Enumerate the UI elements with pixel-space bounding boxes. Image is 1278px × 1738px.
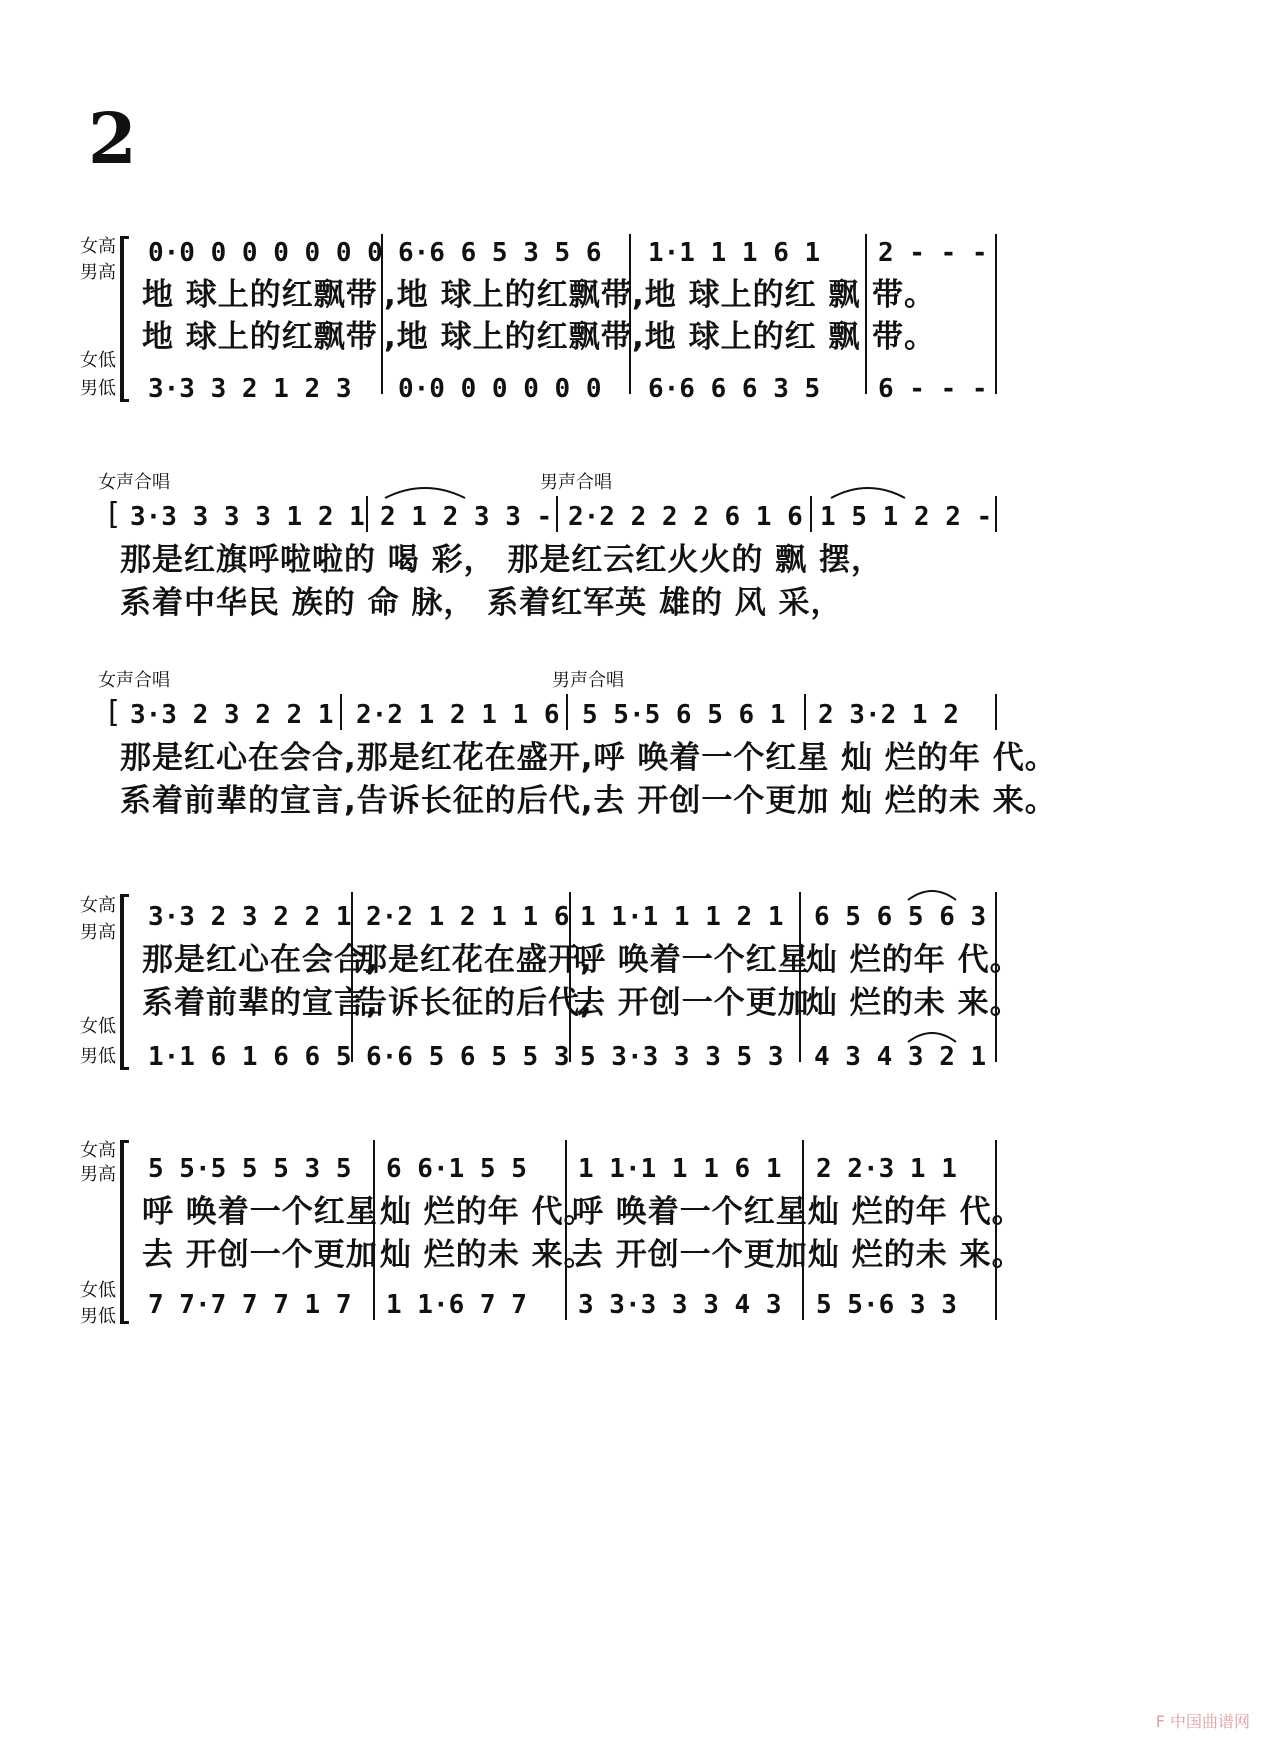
male-chorus-label: 男声合唱	[540, 472, 612, 493]
label-male-low: 男低	[80, 1306, 116, 1327]
lyric-line-2: 灿 烂的未 来。	[808, 1237, 1024, 1273]
melody-measure: 3·3 3 3 3 1 2 1	[130, 502, 365, 532]
system-bracket	[120, 236, 129, 402]
lower-measure: 5 3·3 3 3 5 3	[580, 1042, 784, 1072]
barline	[995, 694, 997, 730]
melody-measure: 2 1 2 3 3 -	[380, 502, 553, 532]
lyric-line-1: 那是红心在会合,	[142, 942, 379, 978]
upper-measure: 5 5·5 5 5 3 5	[148, 1154, 352, 1184]
melody-measure: 1 5 1 2 2 -	[820, 502, 993, 532]
melody-measure: 2·2 2 2 2 6 1 6	[568, 502, 803, 532]
upper-measure: 3·3 2 3 2 2 1	[148, 902, 352, 932]
lyric-line-2: 灿 烂的未 来。	[380, 1237, 596, 1273]
lower-measure: 6·6 6 6 3 5	[648, 374, 821, 404]
label-male-high: 男高	[80, 262, 116, 283]
lyric-line-2: 系着前辈的宣言,告诉长征的后代,去 开创一个更加 灿 烂的未 来。	[120, 783, 1057, 819]
barline	[995, 1140, 997, 1320]
page-number: 2	[88, 97, 137, 180]
label-female-high: 女高	[80, 1140, 116, 1161]
male-chorus-label: 男声合唱	[552, 670, 624, 691]
upper-measure: 6 5 6 5 6 3	[814, 902, 987, 932]
lyric-line-2: 去 开创一个更加	[572, 1237, 808, 1273]
label-male-high: 男高	[80, 1164, 116, 1185]
label-female-low: 女低	[80, 1280, 116, 1301]
melody-measure: 3·3 2 3 2 2 1	[130, 700, 334, 730]
lower-measure: 3 3·3 3 3 4 3	[578, 1290, 782, 1320]
watermark: F 中国曲谱网	[1155, 1712, 1250, 1731]
lower-measure: 7 7·7 7 7 1 7	[148, 1290, 352, 1320]
lyric-line-1: 灿 烂的年 代。	[808, 1194, 1024, 1230]
label-male-high: 男高	[80, 922, 116, 943]
upper-measure: 2 - - -	[878, 238, 988, 268]
lyric-line-1: 带。	[872, 277, 936, 313]
lyric-line-1: 地 球上的红飘带	[142, 277, 378, 313]
lyric-line-1: 那是红心在会合,那是红花在盛开,呼 唤着一个红星 灿 烂的年 代。	[120, 740, 1057, 776]
staff-bracket: [	[108, 497, 120, 532]
lyric-line-1: 呼 唤着一个红星	[572, 1194, 808, 1230]
lyric-line-2: 去 开创一个更加	[142, 1237, 378, 1273]
lyric-line-2: 告诉长征的后代,	[356, 985, 593, 1021]
label-female-high: 女高	[80, 236, 116, 257]
barline	[629, 234, 631, 394]
barline	[565, 1140, 567, 1320]
lower-measure: 4 3 4 3 2 1	[814, 1042, 987, 1072]
lower-measure: 1 1·6 7 7	[386, 1290, 527, 1320]
lyric-line-1: ,地 球上的红飘带	[384, 277, 633, 313]
lyric-line-1: 呼 唤着一个红星	[574, 942, 810, 978]
female-chorus-label: 女声合唱	[98, 670, 170, 691]
lower-measure: 3·3 3 2 1 2 3	[148, 374, 352, 404]
barline	[995, 496, 997, 532]
upper-measure: 1·1 1 1 6 1	[648, 238, 821, 268]
lower-measure: 0·0 0 0 0 0 0	[398, 374, 602, 404]
melody-measure: 5 5·5 6 5 6 1	[582, 700, 786, 730]
female-chorus-label: 女声合唱	[98, 472, 170, 493]
lyric-line-2: 带。	[872, 319, 936, 355]
lower-measure: 5 5·6 3 3	[816, 1290, 957, 1320]
lyric-line-2: 去 开创一个更加	[574, 985, 810, 1021]
barline	[810, 496, 812, 532]
slur	[380, 480, 470, 502]
lyric-line-2: 系着前辈的宣言,	[142, 985, 379, 1021]
upper-measure: 6 6·1 5 5	[386, 1154, 527, 1184]
lyric-line-1: 呼 唤着一个红星	[142, 1194, 378, 1230]
upper-measure: 1 1·1 1 1 6 1	[578, 1154, 782, 1184]
label-female-high: 女高	[80, 895, 116, 916]
lyric-line-1: ,地 球上的红 飘	[632, 277, 861, 313]
melody-measure: 2 3·2 1 2	[818, 700, 959, 730]
system-bracket	[120, 1140, 129, 1324]
barline	[802, 1140, 804, 1320]
barline	[556, 496, 558, 532]
upper-measure: 2 2·3 1 1	[816, 1154, 957, 1184]
barline	[373, 1140, 375, 1320]
barline	[995, 234, 997, 394]
slur	[904, 884, 960, 904]
lyric-line-2: ,地 球上的红 飘	[632, 319, 861, 355]
lyric-line-2: ,地 球上的红飘带	[384, 319, 633, 355]
lyric-line-1: 那是红花在盛开,	[356, 942, 593, 978]
lyric-line-2: 灿 烂的未 来。	[806, 985, 1022, 1021]
lower-measure: 1·1 6 1 6 6 5	[148, 1042, 352, 1072]
lyric-line-1: 那是红旗呼啦啦的 喝 彩， 那是红云红火火的 飘 摆，	[120, 542, 883, 578]
upper-measure: 6·6 6 5 3 5 6	[398, 238, 602, 268]
lyric-line-1: 灿 烂的年 代。	[806, 942, 1022, 978]
system-bracket	[120, 894, 129, 1070]
upper-measure: 2·2 1 2 1 1 6	[366, 902, 570, 932]
slur	[826, 480, 910, 502]
label-male-low: 男低	[80, 1046, 116, 1067]
barline	[804, 694, 806, 730]
upper-measure: 0·0 0 0 0 0 0 0	[148, 238, 383, 268]
barline	[865, 234, 867, 394]
lyric-line-1: 灿 烂的年 代。	[380, 1194, 596, 1230]
barline	[366, 496, 368, 532]
staff-bracket: [	[108, 695, 120, 730]
lyric-line-2: 地 球上的红飘带	[142, 319, 378, 355]
label-female-low: 女低	[80, 1016, 116, 1037]
lower-measure: 6·6 5 6 5 5 3	[366, 1042, 570, 1072]
barline	[566, 694, 568, 730]
barline	[340, 694, 342, 730]
lower-measure: 6 - - -	[878, 374, 988, 404]
lyric-line-2: 系着中华民 族的 命 脉， 系着红军英 雄的 风 采，	[120, 585, 843, 621]
label-female-low: 女低	[80, 350, 116, 371]
melody-measure: 2·2 1 2 1 1 6	[356, 700, 560, 730]
label-male-low: 男低	[80, 378, 116, 399]
upper-measure: 1 1·1 1 1 2 1	[580, 902, 784, 932]
